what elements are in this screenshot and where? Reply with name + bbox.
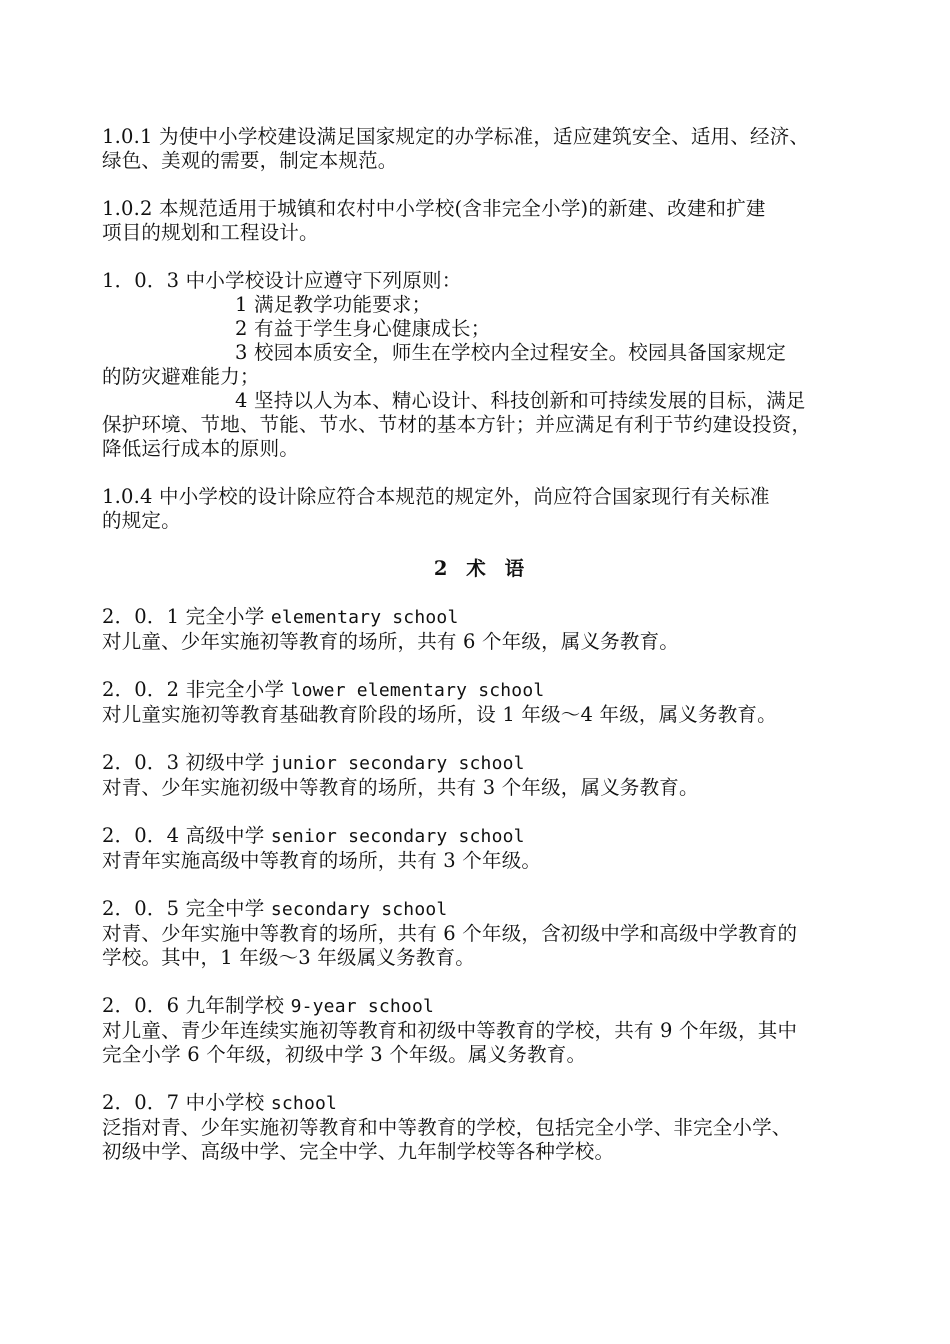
clause-text: 的规定。 bbox=[102, 509, 181, 532]
term-english: elementary school bbox=[270, 607, 459, 628]
term-definition: 泛指对青、少年实施初等教育和中等教育的学校，包括完全小学、非完全小学、 bbox=[102, 1116, 792, 1139]
term-name: 完全中学 bbox=[185, 897, 265, 920]
clause-1-0-4 bbox=[102, 485, 882, 533]
term-name: 完全小学 bbox=[185, 605, 265, 628]
principle-item-2: 2 有益于学生身心健康成长； bbox=[235, 317, 491, 340]
term-name: 中小学校 bbox=[185, 1091, 265, 1114]
document-page bbox=[102, 125, 882, 1164]
term-2-0-7 bbox=[102, 1091, 882, 1164]
term-2-0-3 bbox=[102, 751, 882, 800]
term-name: 九年制学校 bbox=[185, 994, 285, 1017]
term-name: 初级中学 bbox=[185, 751, 265, 774]
principle-item-3: 3 校园本质安全，师生在学校内全过程安全。校园具备国家规定 bbox=[235, 341, 786, 364]
principle-item-1: 1 满足教学功能要求； bbox=[235, 293, 432, 316]
term-2-0-6 bbox=[102, 994, 882, 1067]
principle-item-3-cont: 的防灾避难能力； bbox=[102, 365, 260, 388]
term-2-0-2 bbox=[102, 678, 882, 727]
term-definition-cont: 学校。其中，1 年级～3 年级属义务教育。 bbox=[102, 946, 475, 969]
term-definition: 对儿童、少年实施初等教育的场所，共有 6 个年级，属义务教育。 bbox=[102, 630, 680, 653]
term-number: 2．0．7 bbox=[102, 1091, 180, 1114]
term-english: 9-year school bbox=[290, 996, 435, 1017]
clause-1-0-3 bbox=[102, 269, 882, 461]
clause-1-0-1 bbox=[102, 125, 882, 173]
clause-text: 1.0.2 本规范适用于城镇和农村中小学校(含非完全小学)的新建、改建和扩建 bbox=[102, 197, 766, 220]
term-english: senior secondary school bbox=[270, 826, 525, 847]
clause-text: 绿色、美观的需要，制定本规范。 bbox=[102, 149, 398, 172]
term-number: 2．0．3 bbox=[102, 751, 180, 774]
term-number: 2．0．2 bbox=[102, 678, 180, 701]
term-english: secondary school bbox=[270, 899, 448, 920]
section-heading: 2 术 语 bbox=[433, 557, 531, 580]
term-number: 2．0．6 bbox=[102, 994, 180, 1017]
term-name: 高级中学 bbox=[185, 824, 265, 847]
term-definition: 对青、少年实施中等教育的场所，共有 6 个年级，含初级中学和高级中学教育的 bbox=[102, 922, 798, 945]
term-name: 非完全小学 bbox=[185, 678, 285, 701]
term-definition: 对儿童、青少年连续实施初等教育和初级中等教育的学校，共有 9 个年级，其中 bbox=[102, 1019, 798, 1042]
term-english: school bbox=[270, 1093, 338, 1114]
term-number: 2．0．1 bbox=[102, 605, 180, 628]
principle-item-4-cont: 保护环境、节地、节能、节水、节材的基本方针；并应满足有利于节约建设投资， bbox=[102, 413, 812, 436]
term-number: 2．0．5 bbox=[102, 897, 180, 920]
term-definition-cont: 初级中学、高级中学、完全中学、九年制学校等各种学校。 bbox=[102, 1140, 615, 1163]
term-2-0-1 bbox=[102, 605, 882, 654]
term-definition: 对青、少年实施初级中等教育的场所，共有 3 个年级，属义务教育。 bbox=[102, 776, 699, 799]
term-definition-cont: 完全小学 6 个年级，初级中学 3 个年级。属义务教育。 bbox=[102, 1043, 587, 1066]
term-definition: 对青年实施高级中等教育的场所，共有 3 个年级。 bbox=[102, 849, 542, 872]
term-english: lower elementary school bbox=[290, 680, 545, 701]
clause-text: 项目的规划和工程设计。 bbox=[102, 221, 319, 244]
term-2-0-4 bbox=[102, 824, 882, 873]
term-definition: 对儿童实施初等教育基础教育阶段的场所，设 1 年级～4 年级，属义务教育。 bbox=[102, 703, 777, 726]
clause-text: 1．0．3 中小学校设计应遵守下列原则： bbox=[102, 269, 462, 292]
clause-1-0-2 bbox=[102, 197, 882, 245]
clause-text: 1.0.4 中小学校的设计除应符合本规范的规定外，尚应符合国家现行有关标准 bbox=[102, 485, 770, 508]
term-2-0-5 bbox=[102, 897, 882, 970]
principle-item-4-cont: 降低运行成本的原则。 bbox=[102, 437, 300, 460]
clause-text: 1.0.1 为使中小学校建设满足国家规定的办学标准，适应建筑安全、适用、经济、 bbox=[102, 125, 810, 148]
term-number: 2．0．4 bbox=[102, 824, 180, 847]
principle-item-4: 4 坚持以人为本、精心设计、科技创新和可持续发展的目标，满足 bbox=[235, 389, 806, 412]
term-english: junior secondary school bbox=[270, 753, 525, 774]
